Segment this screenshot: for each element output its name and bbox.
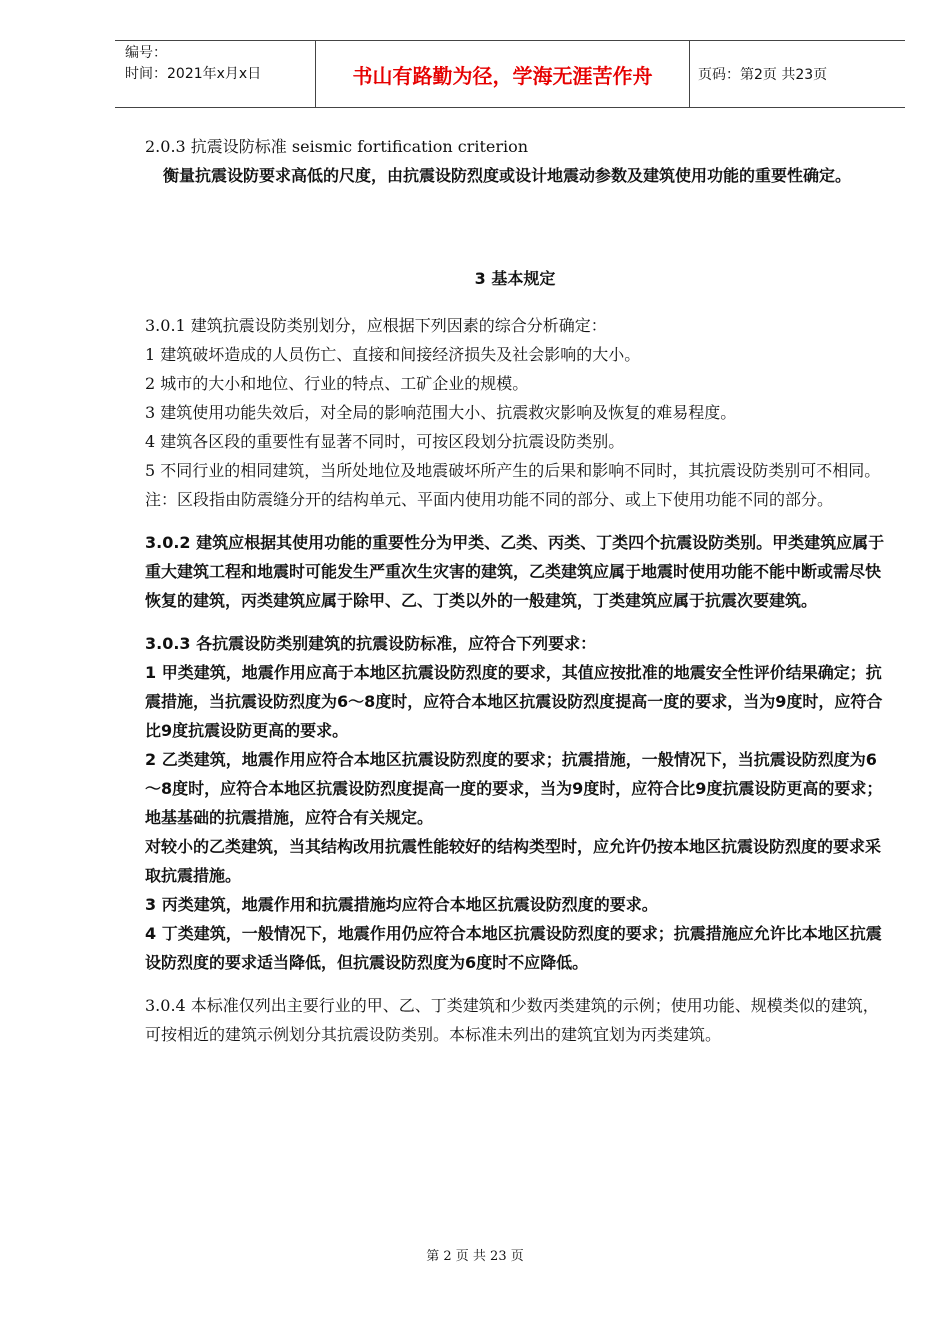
page-header bbox=[115, 40, 905, 108]
section-2-0-3-body: 衡量抗震设防要求高低的尺度，由抗震设防烈度或设计地震动参数及建筑使用功能的重要性确定。 bbox=[163, 166, 852, 185]
section-3-0-4-body: 3.0.4 本标准仅列出主要行业的甲、乙、丁类建筑和少数丙类建筑的示例；使用功能、规模类似的建筑，可按相近的建筑示例划分其抗震设防类别。本标准未列出的建筑宜划为丙类建筑。 bbox=[145, 996, 879, 1044]
header-motto: 书山有路勤为径，学海无涯苦作舟 bbox=[352, 63, 653, 88]
spacer bbox=[145, 615, 885, 629]
spacer bbox=[145, 977, 885, 991]
spacer bbox=[145, 514, 885, 528]
header-meta bbox=[115, 41, 315, 107]
section-3-0-3-item: 对较小的乙类建筑，当其结构改用抗震性能较好的结构类型时，应允许仍按本地区抗震设防烈度的要求采取抗震措施。 bbox=[145, 837, 882, 885]
section-3-0-1-item: 3 建筑使用功能失效后，对全局的影响范围大小、抗震救灾影响及恢复的难易程度。 bbox=[145, 403, 737, 422]
header-page-info: 页码：第2页 共23页 bbox=[698, 67, 828, 83]
section-3-0-3-item: 3 丙类建筑，地震作用和抗震措施均应符合本地区抗震设防烈度的要求。 bbox=[145, 895, 658, 914]
section-3-0-3-item: 4 丁类建筑，一般情况下，地震作用仍应符合本地区抗震设防烈度的要求；抗震措施应允许比本地区抗震设防烈度的要求适当降低，但抗震设防烈度为6度时不应降低。 bbox=[145, 924, 882, 972]
header-page-info-cell bbox=[690, 41, 905, 107]
section-3-0-1-note: 注：区段指由防震缝分开的结构单元、平面内使用功能不同的部分、或上下使用功能不同的部分。 bbox=[145, 490, 834, 509]
section-3-0-2-body: 3.0.2 建筑应根据其使用功能的重要性分为甲类、乙类、丙类、丁类四个抗震设防类别。甲类建筑应属于重大建筑工程和地震时可能发生严重次生灾害的建筑，乙类建筑应属于地震时使用功能不能中断或需尽快恢复的建筑，丙类建筑应属于除甲、乙、丁类以外的一般建筑，丁类建筑应属于抗震次要建筑。 bbox=[145, 533, 885, 610]
page-footer: 第 2 页 共 23 页 bbox=[426, 1249, 524, 1264]
spacer bbox=[145, 293, 885, 311]
section-3-0-3-item: 2 乙类建筑，地震作用应符合本地区抗震设防烈度的要求；抗震措施，一般情况下，当抗震设防烈度为6～8度时，应符合本地区抗震设防烈度提高一度的要求，当为9度时，应符合比9度抗震设防更高的要求；地基基础的抗震措施，应符合有关规定。 bbox=[145, 750, 883, 827]
section-3-0-3-item: 1 甲类建筑，地震作用应高于本地区抗震设防烈度的要求，其值应按批准的地震安全性评价结果确定；抗震措施，当抗震设防烈度为6～8度时，应符合本地区抗震设防烈度提高一度的要求，当为9度时，应符合比9度抗震设防更高的要求。 bbox=[145, 663, 883, 740]
header-motto-cell bbox=[315, 41, 690, 107]
spacer bbox=[145, 190, 885, 264]
document-number-label: 编号： bbox=[125, 45, 167, 61]
document-body bbox=[145, 132, 885, 1049]
section-3-0-1-item: 2 城市的大小和地位、行业的特点、工矿企业的规模。 bbox=[145, 374, 529, 393]
section-3-0-3-intro: 3.0.3 各抗震设防类别建筑的抗震设防标准，应符合下列要求： bbox=[145, 634, 597, 653]
section-3-0-1-item: 1 建筑破坏造成的人员伤亡、直接和间接经济损失及社会影响的大小。 bbox=[145, 345, 641, 364]
document-time-label: 时间：2021年x月x日 bbox=[125, 66, 262, 82]
section-2-0-3-title: 2.0.3 抗震设防标准 seismic fortification criterion bbox=[145, 137, 529, 156]
section-3-0-1-item: 4 建筑各区段的重要性有显著不同时，可按区段划分抗震设防类别。 bbox=[145, 432, 625, 451]
section-3-0-1-item: 5 不同行业的相同建筑，当所处地位及地震破坏所产生的后果和影响不同时，其抗震设防类别可不相同。 bbox=[145, 461, 881, 480]
section-3-0-1-intro: 3.0.1 建筑抗震设防类别划分，应根据下列因素的综合分析确定： bbox=[145, 316, 607, 335]
chapter-3-title: 3 基本规定 bbox=[474, 269, 556, 288]
